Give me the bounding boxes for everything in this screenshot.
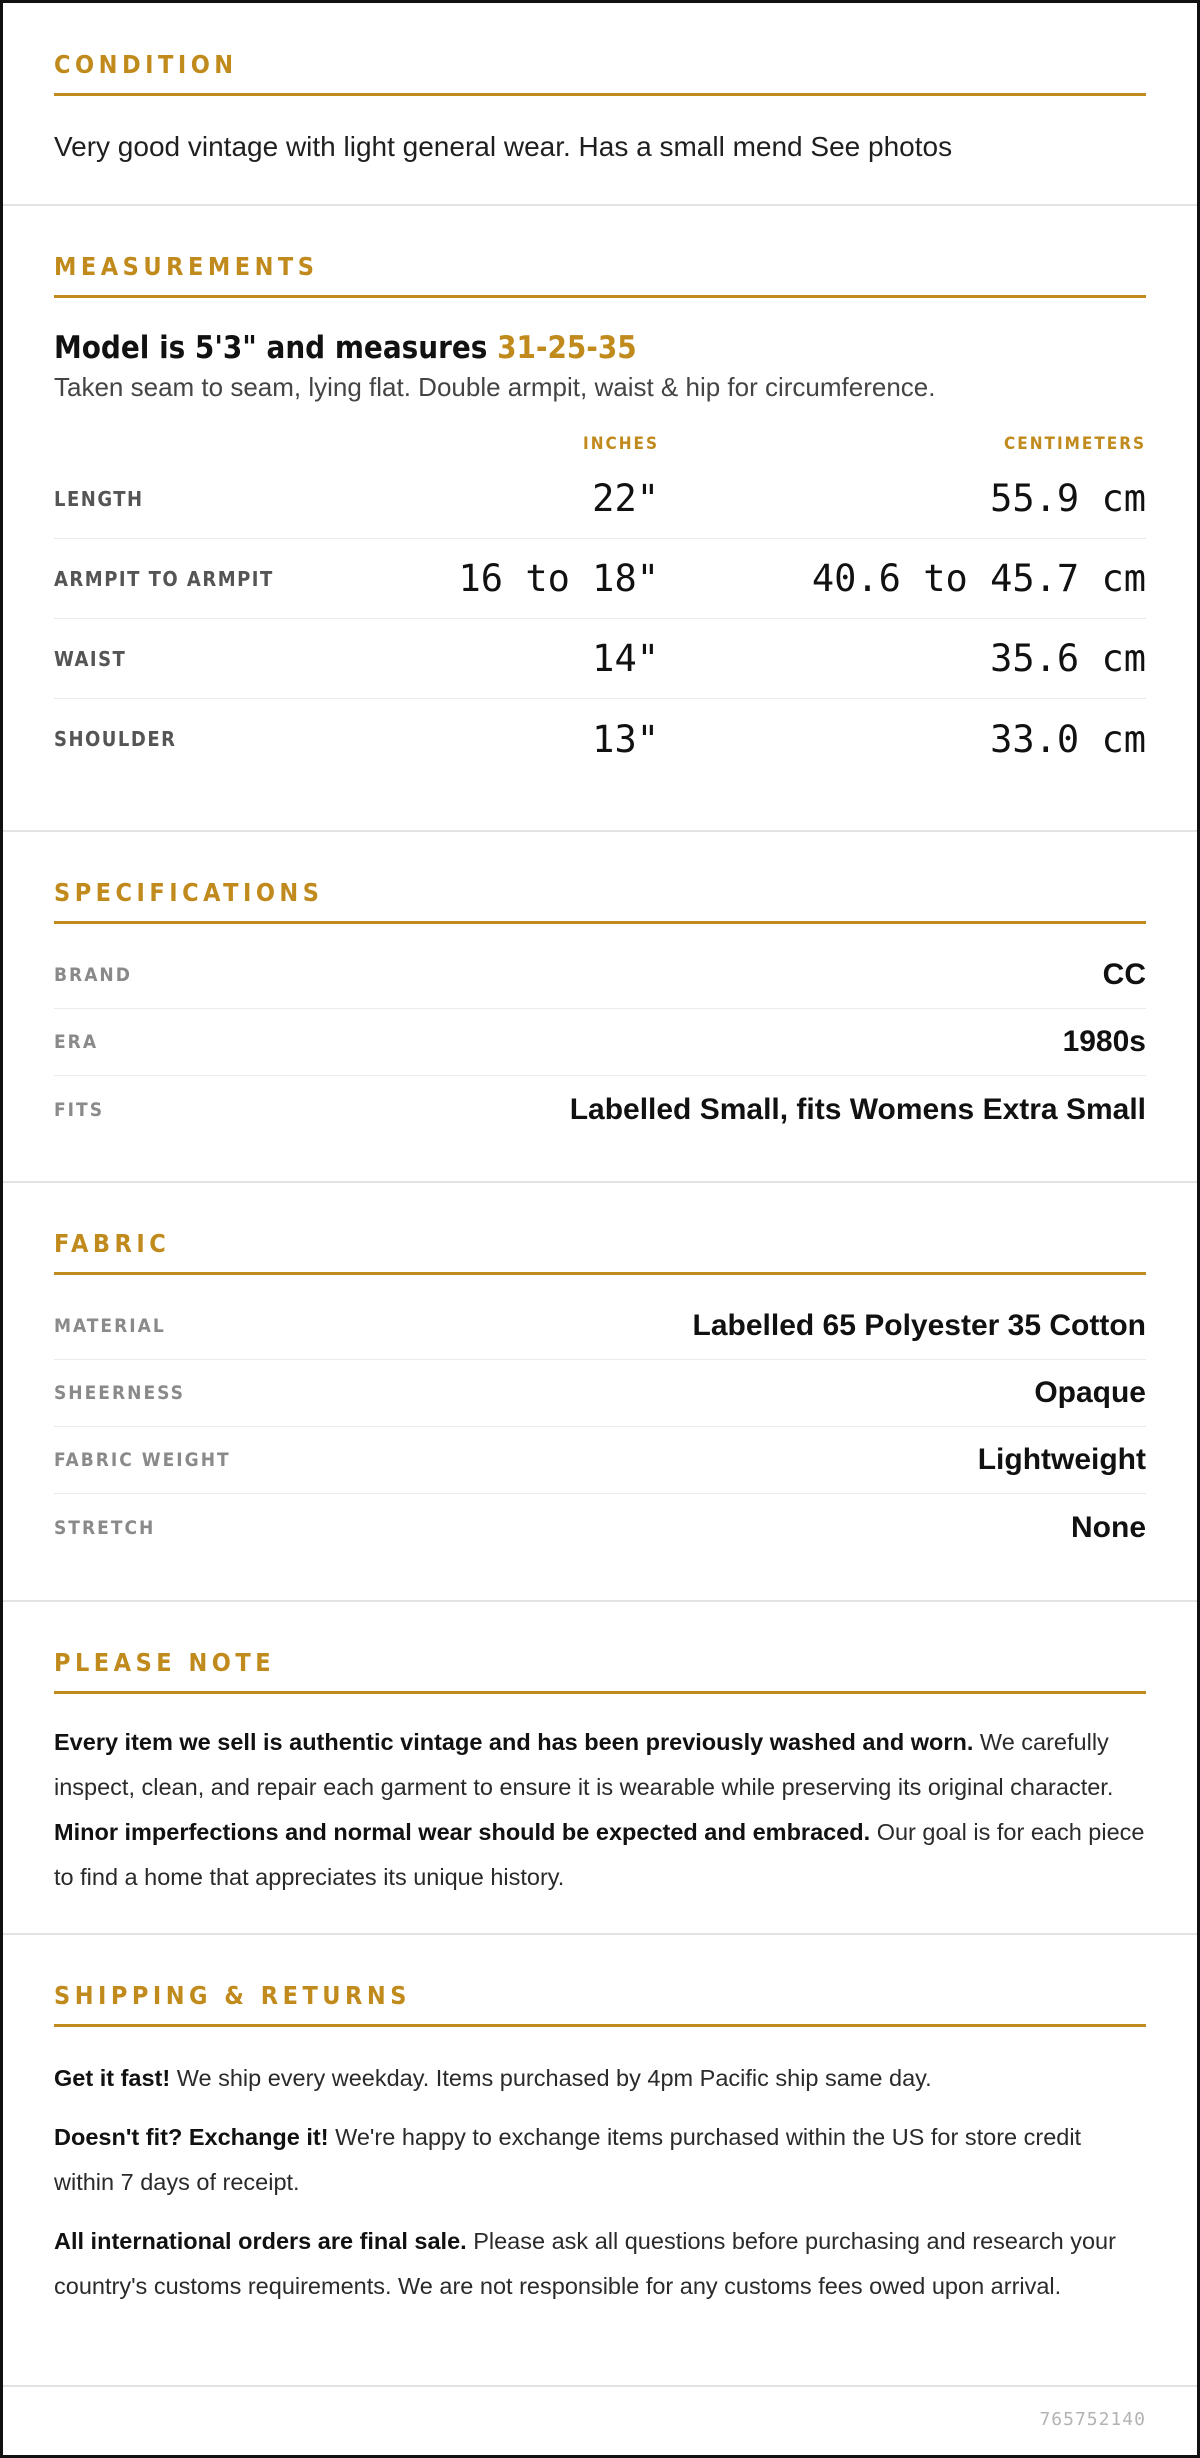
- fabric-key: STRETCH: [54, 1516, 156, 1539]
- measurements-title: MEASUREMENTS: [54, 254, 1146, 298]
- please-note-text: [54, 1720, 1146, 1900]
- ship-bold: All international orders are final sale.: [54, 2228, 467, 2254]
- condition-title: CONDITION: [54, 52, 1146, 96]
- note-bold-2: Minor imperfections and normal wear should be expected and embraced.: [54, 1819, 871, 1845]
- measurement-label: SHOULDER: [54, 727, 177, 751]
- spec-key: FITS: [54, 1098, 105, 1121]
- spec-key: BRAND: [54, 964, 132, 986]
- please-note-section: [3, 1602, 1197, 1935]
- please-note-title: PLEASE NOTE: [54, 1650, 1146, 1694]
- sku-number: 765752140: [1039, 2409, 1146, 2430]
- shipping-title: SHIPPING & RETURNS: [54, 1983, 1146, 2027]
- model-measures: 31-25-35: [497, 330, 637, 366]
- specifications-section: [3, 832, 1197, 1183]
- ship-text: Please ask all questions before purchasing and research your country's customs requirements. We are not responsible for any customs fees owed upon arrival.: [54, 2228, 1116, 2299]
- spec-value: 1980s: [1062, 1025, 1146, 1058]
- measurement-inches: 22": [592, 477, 659, 520]
- list-item: [54, 1494, 1146, 1561]
- ship-bold: Doesn't fit? Exchange it!: [54, 2124, 329, 2150]
- model-info: [54, 330, 1146, 366]
- table-row: [54, 539, 1146, 619]
- shipping-paragraph-fast: [54, 2056, 1146, 2101]
- condition-section: [3, 3, 1197, 206]
- fabric-key: FABRIC WEIGHT: [54, 1449, 231, 1471]
- note-text-1: We carefully inspect, clean, and repair each garment to ensure it is wearable while preserving its original character.: [54, 1729, 1114, 1800]
- measurements-section: [3, 206, 1197, 832]
- note-bold-1: Every item we sell is authentic vintage and has been previously washed and worn.: [54, 1729, 974, 1755]
- fabric-value: Lightweight: [977, 1443, 1146, 1476]
- fabric-value: None: [1071, 1510, 1146, 1544]
- specifications-title: SPECIFICATIONS: [54, 880, 1146, 924]
- note-text-2: Our goal is for each piece to find a home that appreciates its unique history.: [54, 1819, 1145, 1890]
- measurement-inches: 16 to 18": [458, 557, 659, 600]
- list-item: [54, 1293, 1146, 1360]
- fabric-list: [54, 1293, 1146, 1561]
- measurement-cm: 33.0 cm: [990, 717, 1146, 761]
- fabric-title: FABRIC: [54, 1231, 1146, 1275]
- header-centimeters: CENTIMETERS: [1004, 434, 1146, 454]
- measurement-inches: 14": [592, 637, 659, 680]
- ship-bold: Get it fast!: [54, 2065, 171, 2091]
- list-item: [54, 1360, 1146, 1427]
- specifications-list: [54, 942, 1146, 1143]
- header-inches: INCHES: [583, 434, 659, 454]
- fabric-key: SHEERNESS: [54, 1382, 185, 1404]
- fabric-value: Labelled 65 Polyester 35 Cotton: [692, 1309, 1146, 1342]
- list-item: [54, 1427, 1146, 1494]
- measurement-label: LENGTH: [54, 486, 144, 511]
- shipping-paragraph-exchange: [54, 2115, 1146, 2205]
- list-item: [54, 1009, 1146, 1076]
- measurement-label: WAIST: [54, 646, 127, 671]
- spec-value: CC: [1102, 958, 1146, 991]
- fabric-section: [3, 1183, 1197, 1602]
- measurement-cm: 35.6 cm: [990, 637, 1146, 680]
- condition-text: Very good vintage with light general wear. Has a small mend See photos: [54, 131, 953, 162]
- table-row: [54, 699, 1146, 779]
- ship-text: We're happy to exchange items purchased within the US for store credit within 7 days of receipt.: [54, 2124, 1082, 2195]
- spec-key: ERA: [54, 1031, 99, 1053]
- ship-text: We ship every weekday. Items purchased by 4pm Pacific ship same day.: [170, 2065, 932, 2091]
- measurement-label: ARMPIT TO ARMPIT: [54, 566, 274, 591]
- list-item: [54, 942, 1146, 1009]
- measurement-table-header: [54, 429, 1146, 459]
- fabric-value: Opaque: [1034, 1376, 1146, 1409]
- footer: [3, 2387, 1197, 2457]
- shipping-paragraph-international: [54, 2219, 1146, 2309]
- fabric-key: MATERIAL: [54, 1315, 166, 1337]
- shipping-returns-section: [3, 1935, 1197, 2387]
- list-item: [54, 1076, 1146, 1143]
- measurement-inches: 13": [592, 717, 659, 761]
- table-row: [54, 619, 1146, 699]
- model-prefix: Model is 5'3" and measures: [54, 330, 498, 366]
- measurement-cm: 40.6 to 45.7 cm: [811, 557, 1146, 600]
- spec-value: Labelled Small, fits Womens Extra Small: [569, 1092, 1146, 1126]
- measurement-note: Taken seam to seam, lying flat. Double armpit, waist & hip for circumference.: [54, 372, 936, 402]
- measurement-table: [54, 459, 1146, 779]
- measurement-cm: 55.9 cm: [990, 477, 1146, 520]
- table-row: [54, 459, 1146, 539]
